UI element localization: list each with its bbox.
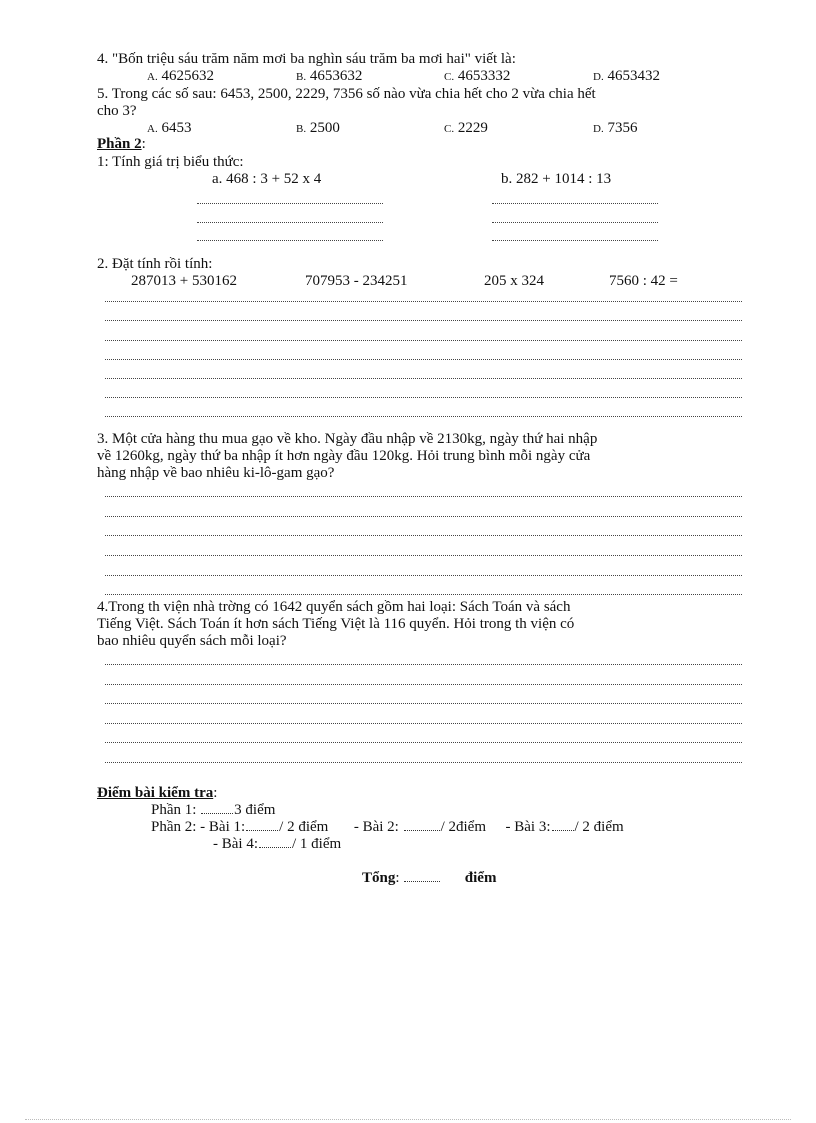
answer-line[interactable] [105,555,742,556]
exercise-4-line-1: 4.Trong th viện nhà trờng có 1642 quyển sách gồm hai loại: Sách Toán và sách [97,599,571,615]
option-value: 2500 [309,120,340,136]
option-letter: B. [296,71,307,83]
exercise-2-op-4: 7560 : 42 = [609,273,678,289]
option-d [593,121,637,136]
option-letter: B. [296,123,307,135]
answer-line[interactable] [105,762,742,763]
exercise-2-title: 2. Đặt tính rồi tính: [97,256,213,272]
score-part-1-suffix: 3 điểm [234,802,276,818]
exercise-2-op-3: 205 x 324 [484,273,544,289]
answer-line[interactable] [105,535,742,536]
exercise-1-title: 1: Tính giá trị biểu thức: [97,154,244,170]
answer-line[interactable] [492,240,658,241]
option-b [296,69,362,84]
option-value: 6453 [161,120,192,136]
option-value: 4653432 [607,68,660,84]
answer-line[interactable] [105,301,742,302]
score-part-2 [151,820,624,835]
exercise-4-line-3: bao nhiêu quyển sách mỗi loại? [97,633,287,649]
answer-line[interactable] [105,359,742,360]
score-blank[interactable] [404,830,440,831]
answer-line[interactable] [492,203,658,204]
exercise-1a-expression: a. 468 : 3 + 52 x 4 [212,171,322,187]
score-b2-suffix: / 2điểm [440,819,487,835]
option-c [444,121,488,136]
score-blank[interactable] [404,881,440,882]
score-bai-4 [213,837,341,852]
answer-line[interactable] [105,397,742,398]
score-b3-suffix: / 2 điểm [574,819,624,835]
option-value: 7356 [607,120,638,136]
option-letter: A. [147,71,158,83]
option-value: 4653632 [309,68,363,84]
exercise-2-op-1: 287013 + 530162 [131,273,237,289]
option-letter: D. [593,123,604,135]
answer-line[interactable] [105,516,742,517]
option-c [444,69,510,84]
answer-line[interactable] [105,320,742,321]
score-part-1-label: Phần 1: [151,802,197,818]
option-d [593,69,660,84]
part-2-colon: : [141,136,146,152]
option-value: 2229 [457,120,488,136]
part-2-title: Phần 2 [97,136,142,152]
score-heading [97,786,217,801]
option-b [296,121,340,136]
score-total-suffix: điểm [464,870,497,886]
answer-line[interactable] [105,664,742,665]
score-blank[interactable] [552,830,574,831]
option-value: 4653332 [457,68,511,84]
answer-line[interactable] [197,240,383,241]
answer-line[interactable] [105,723,742,724]
score-b4-label: - Bài 4: [213,836,258,852]
answer-line[interactable] [105,340,742,341]
score-b3-label: - Bài 3: [505,819,551,835]
score-total-label: Tổng [362,870,396,886]
score-blank[interactable] [246,830,278,831]
score-part-1 [151,803,275,818]
score-part-2-label: Phần 2: - Bài 1: [151,819,246,835]
page-bottom-dotted-border [25,1119,791,1120]
answer-line[interactable] [197,203,383,204]
score-total-colon: : [395,870,400,886]
score-b4-suffix: / 1 điểm [292,836,342,852]
exercise-3-line-2: về 1260kg, ngày thứ ba nhập ít hơn ngày đầu 120kg. Hỏi trung bình mỗi ngày cửa [97,448,591,464]
score-colon: : [213,785,218,801]
score-blank[interactable] [259,847,291,848]
question-5-line-1: 5. Trong các số sau: 6453, 2500, 2229, 7356 số nào vừa chia hết cho 2 vừa chia hết [97,86,596,102]
answer-line[interactable] [492,222,658,223]
part-2-heading [97,137,146,152]
answer-line[interactable] [105,416,742,417]
answer-line[interactable] [105,742,742,743]
score-total [362,871,496,886]
score-b2-label: - Bài 2: [353,819,399,835]
option-letter: C. [444,123,455,135]
answer-line[interactable] [105,378,742,379]
score-blank[interactable] [201,813,233,814]
option-value: 4625632 [161,68,214,84]
answer-line[interactable] [105,684,742,685]
question-5-line-2: cho 3? [97,103,137,119]
answer-line[interactable] [105,703,742,704]
exercise-2-op-2: 707953 - 234251 [305,273,408,289]
option-a [147,69,214,84]
exercise-3-line-1: 3. Một cửa hàng thu mua gạo về kho. Ngày đầu nhập về 2130kg, ngày thứ hai nhập [97,431,598,447]
option-letter: C. [444,71,455,83]
answer-line[interactable] [105,496,742,497]
score-b1-suffix: / 2 điểm [279,819,329,835]
option-letter: A. [147,123,158,135]
option-letter: D. [593,71,604,83]
answer-line[interactable] [105,594,742,595]
option-a [147,121,191,136]
score-title: Điểm bài kiểm tra [97,785,214,801]
answer-line[interactable] [105,575,742,576]
question-4-text: 4. "Bốn triệu sáu trăm năm mơi ba nghìn sáu trăm ba mơi hai" viết là: [97,51,516,67]
answer-line[interactable] [197,222,383,223]
exercise-3-line-3: hàng nhập về bao nhiêu ki-lô-gam gạo? [97,465,335,481]
exercise-1b-expression: b. 282 + 1014 : 13 [501,171,612,187]
exercise-4-line-2: Tiếng Việt. Sách Toán ít hơn sách Tiếng Việt là 116 quyển. Hỏi trong th viện có [97,616,575,632]
